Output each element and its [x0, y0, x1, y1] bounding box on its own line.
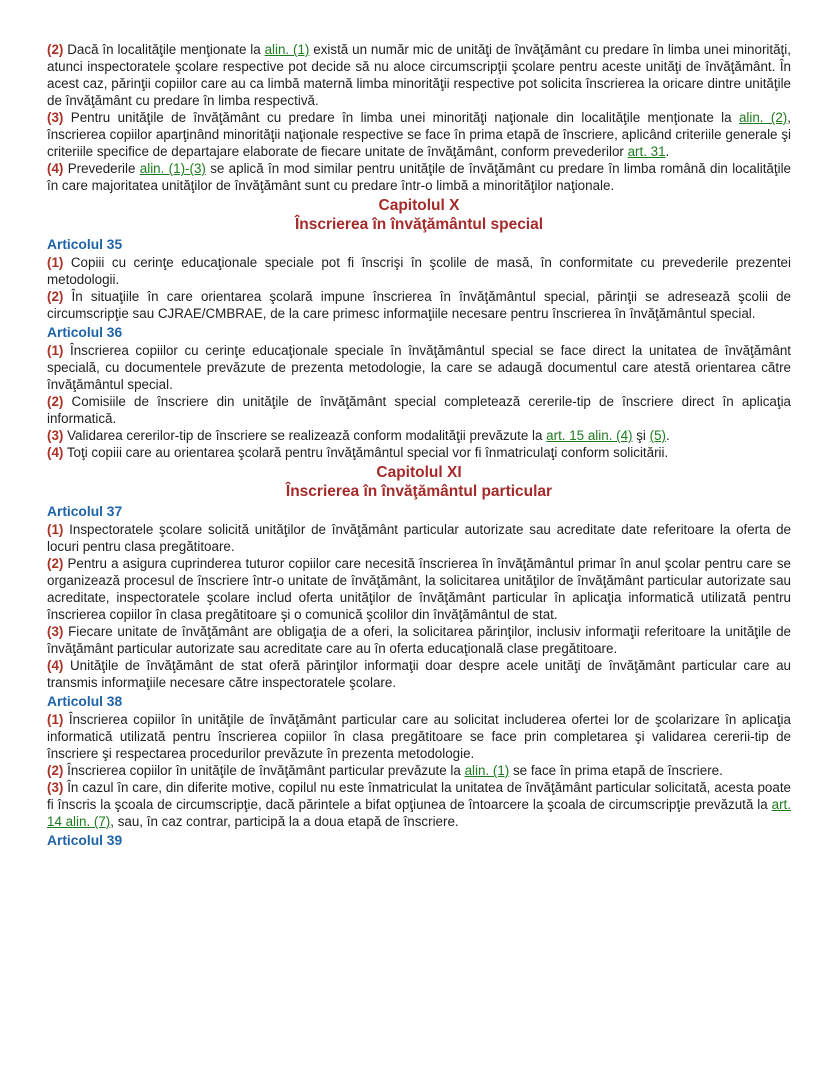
paragraph-text: se face în prima etapă de înscriere. [509, 763, 723, 778]
chapter-subtitle: Înscrierea în învăţământul particular [285, 482, 553, 500]
paragraph-text: există un număr mic de unităţi de învăţământ cu predare în limba unei minorităţi, atunci inspectoratele şcolare respective pot decide să nu aloce circumscripţii şcolare pentru aceste unităţi de învăţământ. În acest caz, părinţii copiilor care au ca limbă maternă limba minorităţii respective pot solicita înscrierea la oricare dintre unităţile de învăţământ cu predare în limba respectivă. [47, 42, 791, 108]
chapter-title: Capitolul X [378, 197, 460, 214]
paragraph-text: Fiecare unitate de învăţământ are obligaţia de a oferi, la solicitarea părinţilor, inclusiv informaţii referitoare la unităţile de învăţământ particular autorizate sau acreditate care au în oferta educaţională clase pregătitoare. [47, 624, 791, 656]
paragraph-marker: (3) [47, 110, 64, 125]
chapter-heading [47, 464, 791, 501]
paragraph-marker: (2) [47, 763, 64, 778]
paragraph-text: Înscrierea copiilor în unităţile de învăţământ particular prevăzute la [67, 763, 465, 778]
paragraph-marker: (3) [47, 624, 64, 639]
paragraph-text: Pentru unităţile de învăţământ cu predare în limba unei minorităţi naţionale din localităţile menţionate la [70, 110, 739, 125]
inline-reference-link[interactable]: art. 14 alin. (7) [47, 797, 791, 829]
paragraph-marker: (2) [47, 42, 64, 57]
inline-reference-link[interactable]: alin. (1) [464, 763, 510, 778]
chapter-subtitle: Înscrierea în învăţământul special [294, 215, 544, 233]
paragraph-text: , înscrierea copiilor aparţinând minorităţii naţionale respective se face în prima etapă de înscriere, aplicând criteriile generale şi criteriile specifice de departajare elaborate de fiecare unitate de învăţământ, conform prevederilor [47, 110, 791, 159]
paragraph [47, 41, 791, 109]
article-heading: Articolul 35 [47, 237, 123, 252]
inline-reference-link[interactable]: (5) [649, 428, 667, 443]
inline-reference-link[interactable]: art. 31 [627, 144, 666, 159]
document-body [47, 41, 791, 849]
inline-reference-link[interactable]: alin. (1)-(3) [139, 161, 206, 176]
paragraph-text: Prevederile [67, 161, 140, 176]
paragraph-text: Validarea cererilor-tip de înscriere se realizează conform modalităţii prevăzute la [67, 428, 547, 443]
paragraph-text: Toţi copiii care au orientarea şcolară pentru învăţământul special vor fi înmatriculaţi conform solicitării. [66, 445, 669, 460]
paragraph-text: şi [632, 428, 650, 443]
paragraph-text: Copiii cu cerinţe educaţionale speciale pot fi înscrişi în şcolile de masă, în conformitate cu prevederile prezentei metodologii. [47, 255, 791, 287]
paragraph-text: Comisiile de înscriere din unităţile de învăţământ special completează cererile-tip de înscriere direct în aplicaţia informatică. [47, 394, 791, 426]
paragraph-marker: (2) [47, 289, 64, 304]
paragraph-marker: (2) [47, 556, 64, 571]
paragraph-marker: (1) [47, 522, 64, 537]
paragraph-text: Înscrierea copiilor în unităţile de învăţământ particular care au solicitat includerea ofertei lor de şcolarizare în aplicaţia informatică utilizată pentru înscrierea copiilor în clasa pregătitoare se face prin completarea şi validarea cererii-tip de înscriere şi respectarea procedurilor prevăzute în prezenta metodologie. [47, 712, 791, 761]
paragraph-text: În situaţiile în care orientarea şcolară impune înscrierea în învăţământul special, părinţii se adresează şcolii de circumscripţie sau CJRAE/CMBRAE, de la care primesc informaţiile necesare pentru înscrierea în învăţământul special. [47, 289, 791, 321]
paragraph [47, 555, 791, 623]
paragraph [47, 444, 791, 461]
paragraph-text: . [666, 428, 670, 443]
paragraph-marker: (1) [47, 255, 64, 270]
paragraph [47, 762, 791, 779]
paragraph-text: Înscrierea copiilor cu cerinţe educaţionale speciale în învăţământul special se face direct la unitatea de învăţământ specială, cu documentele prevăzute de prezenta metodologie, la care se adaugă documentul care atestă orientarea către învăţământul special. [47, 343, 791, 392]
article-heading: Articolul 38 [47, 694, 123, 709]
paragraph-marker: (4) [47, 161, 64, 176]
paragraph-text: În cazul în care, din diferite motive, copilul nu este înmatriculat la unitatea de învăţământ particular solicitată, acesta poate fi înscris la şcoala de circumscripţie, dacă părintele a bifat opţiunea de întoarcere la şcoala de circumscripţie prevăzută la [47, 780, 791, 812]
paragraph-marker: (3) [47, 428, 64, 443]
paragraph [47, 160, 791, 194]
chapter-heading [47, 197, 791, 234]
paragraph-text: Unităţile de învăţământ de stat oferă părinţilor informaţii doar despre acele unităţi de învăţământ particular care au transmis informaţiile necesare către inspectoratele şcolare. [47, 658, 791, 690]
paragraph-marker: (2) [47, 394, 64, 409]
paragraph [47, 657, 791, 691]
paragraph-text: Pentru a asigura cuprinderea tuturor copiilor care necesită înscrierea în învăţământul primar în anul şcolar pentru care se organizează procesul de înscriere într-o unitate de învăţământ, la solicitarea unităţilor de învăţământ particular autorizate sau acreditate, inspectoratele şcolare includ oferta unităţilor de învăţământ particular în aplicaţia informatică utilizată pentru înscrierea copiilor în clasa pregătitoare şi o comunică şcolilor din învăţământul de stat. [47, 556, 791, 622]
chapter-title: Capitolul XI [376, 464, 462, 481]
paragraph-marker: (1) [47, 343, 64, 358]
paragraph [47, 342, 791, 393]
article-heading: Articolul 37 [47, 504, 123, 519]
paragraph-text: , sau, în caz contrar, participă la a doua etapă de înscriere. [110, 814, 459, 829]
paragraph [47, 109, 791, 160]
paragraph-marker: (4) [47, 658, 64, 673]
paragraph [47, 711, 791, 762]
paragraph-text: . [665, 144, 670, 159]
paragraph-text: Dacă în localităţile menţionate la [67, 42, 265, 57]
inline-reference-link[interactable]: art. 15 alin. (4) [546, 428, 633, 443]
paragraph [47, 521, 791, 555]
paragraph-text: Inspectoratele şcolare solicită unităţilor de învăţământ particular autorizate sau acreditate date referitoare la oferta de locuri pentru clasa pregătitoare. [47, 522, 791, 554]
paragraph-marker: (1) [47, 712, 64, 727]
inline-reference-link[interactable]: alin. (2) [738, 110, 788, 125]
article-heading: Articolul 36 [47, 325, 123, 340]
paragraph [47, 254, 791, 288]
paragraph [47, 288, 791, 322]
paragraph [47, 427, 791, 444]
paragraph [47, 393, 791, 427]
article-heading: Articolul 39 [47, 833, 123, 848]
paragraph [47, 779, 791, 830]
paragraph-text: se aplică în mod similar pentru unităţile de învăţământ cu predare în limba română din localităţile în care majoritatea unităţilor de învăţământ sunt cu predare într-o limbă a minorităţilor naţionale. [47, 161, 791, 193]
paragraph-marker: (3) [47, 780, 64, 795]
paragraph [47, 623, 791, 657]
paragraph-marker: (4) [47, 445, 64, 460]
inline-reference-link[interactable]: alin. (1) [264, 42, 310, 57]
